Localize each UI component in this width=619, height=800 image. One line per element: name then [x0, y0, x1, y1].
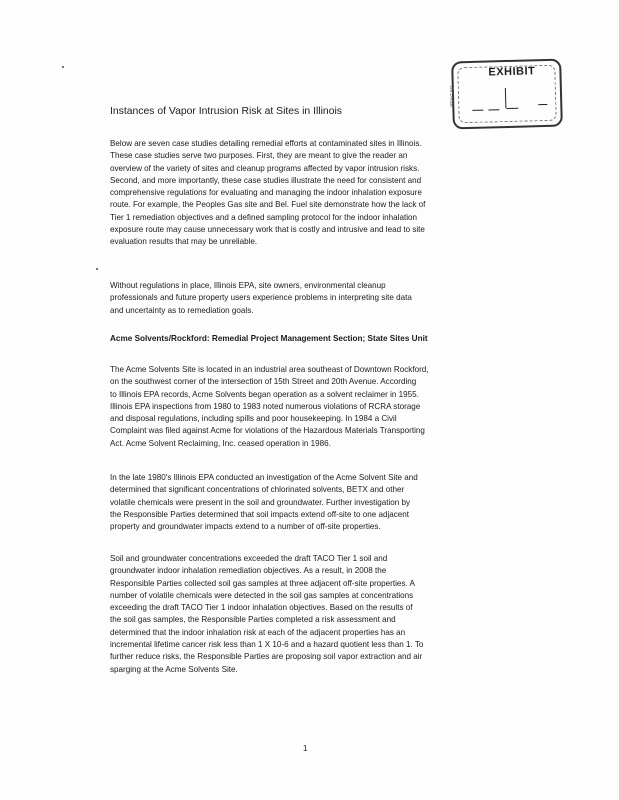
scan-speck	[96, 268, 98, 270]
paragraph-line: Responsible Parties collected soil gas samples at three adjacent off-site properties. A	[110, 578, 415, 588]
paragraph-line: and disposal regulations, including spills and poor housekeeping. In 1984 a Civil	[110, 414, 397, 424]
paragraph-line: sparging at the Acme Solvents Site.	[110, 664, 238, 674]
paragraph-line: Soil and groundwater concentrations exceeded the draft TACO Tier 1 soil and	[110, 554, 388, 563]
paragraph-line: evaluation results that may be unreliable.	[110, 237, 258, 247]
paragraph-line: In the late 1980's Illinois EPA conducted an investigation of the Acme Solvent Site and	[110, 473, 418, 482]
paragraph-line: exposure route may cause unnecessary work that is costly and intrusive and lead to site	[110, 225, 425, 235]
regulations-paragraph	[110, 280, 510, 317]
scan-speck	[62, 66, 64, 68]
paragraph-line: comprehensive regulations for evaluating and managing the indoor inhalation exposure	[110, 188, 422, 198]
paragraph-line: Complaint was filed against Acme for violations of the Hazardous Materials Transporting	[110, 426, 425, 436]
paragraph-line: Below are seven case studies detailing remedial efforts at contaminated sites in Illinois.	[110, 139, 422, 148]
paragraph-line: and uncertainty as to remediation goals.	[110, 305, 254, 315]
paragraph-line: Illinois EPA inspections from 1980 to 1983 noted numerous violations of RCRA storage	[110, 401, 421, 411]
paragraph-line: property and groundwater impacts extend to a number of off-site properties.	[110, 522, 381, 532]
paragraph-line: number of volatile chemicals were detected in the soil gas samples at concentrations	[110, 590, 414, 600]
paragraph-line: determined that significant concentrations of chlorinated solvents, BETX and other	[110, 485, 405, 495]
page-number: 1	[303, 744, 308, 753]
paragraph-line: overview of the variety of sites and cleanup programs affected by vapor intrusion risks.	[110, 163, 420, 173]
investigation-paragraph	[110, 472, 510, 533]
intro-paragraph	[110, 138, 510, 249]
risk-assessment-paragraph	[110, 553, 510, 676]
paragraph-line: These case studies serve two purposes. First, they are meant to give the reader an	[110, 151, 408, 161]
paragraph-line: volatile chemicals were present in the soil and groundwater. Further investigation by	[110, 497, 411, 507]
paragraph-line: route. For example, the Peoples Gas site and Bel. Fuel site demonstrate how the lack of	[110, 200, 426, 210]
paragraph-line: the Responsible Parties determined that soil impacts extend off-site to one adjacent	[110, 509, 410, 519]
paragraph-line: on the southwest corner of the intersection of 15th Street and 20th Avenue. According	[110, 377, 417, 387]
paragraph-line: Without regulations in place, Illinois EPA, site owners, environmental cleanup	[110, 281, 386, 290]
site-history-paragraph	[110, 364, 510, 450]
paragraph-line: incremental lifetime cancer risk less than 1 X 10-6 and a hazard quotient less than 1. To	[110, 640, 424, 650]
paragraph-line: the soil gas samples, the Responsible Parties completed a risk assessment and	[110, 615, 396, 625]
section-heading: Acme Solvents/Rockford: Remedial Project Management Section; State Sites Unit	[110, 334, 428, 343]
paragraph-line: professionals and future property users experience problems in interpreting site data	[110, 293, 412, 303]
stamp-label: EXHIBIT	[488, 65, 536, 79]
stamp-line	[538, 104, 547, 105]
paragraph-line: exceeding the draft TACO Tier 1 indoor inhalation objectives. Based on the results of	[110, 603, 413, 613]
paragraph-line: Tier 1 remediation objectives and a defined sampling protocol for the indoor inhalation	[110, 212, 417, 222]
paragraph-line: determined that the indoor inhalation risk at each of the adjacent properties has an	[110, 627, 406, 637]
exhibit-stamp	[451, 59, 563, 130]
paragraph-line: The Acme Solvents Site is located in an industrial area southeast of Downtown Rockford,	[110, 365, 429, 374]
stamp-side-text: PENGAD	[449, 85, 456, 108]
paragraph-line: groundwater indoor inhalation remediation objectives. As a result, in 2008 the	[110, 566, 387, 576]
paragraph-line: Second, and more importantly, these case studies illustrate the need for consistent and	[110, 175, 422, 185]
page-title: Instances of Vapor Intrusion Risk at Sites in Illinois	[110, 106, 342, 117]
paragraph-line: further reduce risks, the Responsible Parties are proposing soil vapor extraction and air	[110, 652, 423, 662]
paragraph-line: Act. Acme Solvent Reclaiming, Inc. ceased operation in 1986.	[110, 438, 331, 448]
paragraph-line: to Illinois EPA records, Acme Solvents began operation as a solvent reclaimer in 1955.	[110, 389, 419, 399]
